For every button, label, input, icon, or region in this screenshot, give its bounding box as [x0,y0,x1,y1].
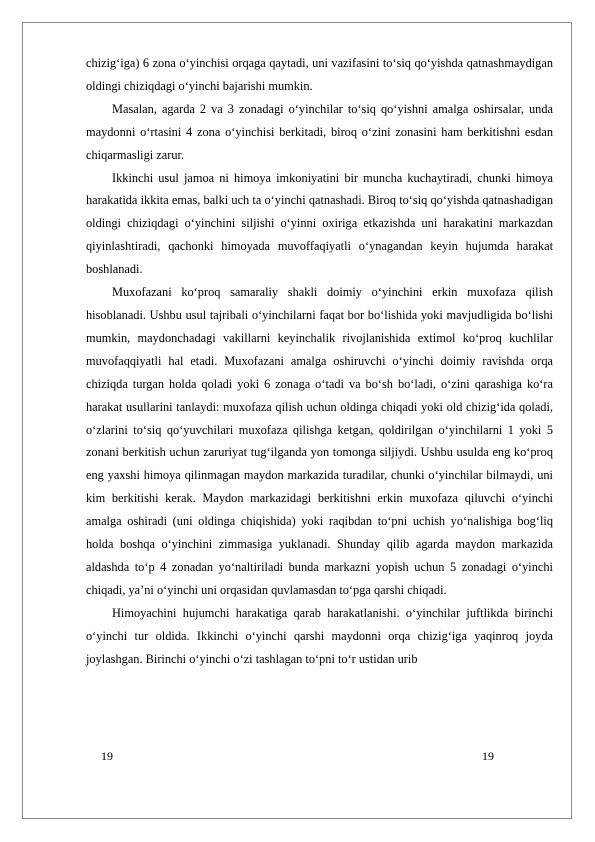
page-number-left: 19 [101,749,113,763]
paragraph: Muxofazani ko‘proq samaraliy shakli doimiy o‘yinchini erkin muxofaza qilish hisoblanadi. Ushbu usul tajribali o‘yinchilarni faqat bor bo‘lishida yoki mavjudligida bo‘lishi mumkin, maydonchadagi vakillarni keyinchalik rivojlanishida extimol ko‘proq kuchlilar muvofaqqiyatli hal etadi. Muxofazani amalga oshiruvchi o‘yinchi doimiy ravishda orqa chiziqda turgan holda qoladi yoki 6 zonaga o‘tadi va bo‘sh bo‘ladi, o‘zini qarashiga ko‘ra harakat usullarini tanlaydi: muxofaza qilish uchun oldinga chiqadi yoki old chizig‘ida qoladi, o‘zlarini to‘siq qo‘yuvchilari muxofaza qilishga ketgan, qoldirilgan o‘yinchilarni 1 yoki 5 zonani berkitish uchun zaruriyat tug‘ilganda yon tomonga siljiydi. Ushbu usulda eng ko‘proq eng yaxshi himoya qilinmagan maydon markazida turadilar, chunki o‘yinchilar bilmaydi, uni kim berkitishi kerak. Maydon markazidagi berkitishni erkin muxofaza qiluvchi o‘yinchi amalga oshiradi (uni oldinga chiqishida) yoki raqibdan to‘pni uchish yo‘nalishiga bog‘liq holda boshqa o‘yinchini zimmasiga yuklanadi. Shunday qilib agarda maydon markazida aldashda to‘p 4 zonadan yo‘naltiriladi bunda markazni yopish uchun 5 zonadagi o‘yinchi chiqadi, ya’ni o‘yinchi uni orqasidan quvlamasdan to‘pga qarshi chiqadi. [86,285,553,597]
page-number-right: 19 [482,749,494,763]
paragraph: Masalan, agarda 2 va 3 zonadagi o‘yinchilar to‘siq qo‘yishni amalga oshirsalar, unda maydonni o‘rtasini 4 zona o‘yinchisi berkitadi, biroq o‘zini zonasini ham berkitishni esdan chiqarmasligi zarur. [86,101,553,162]
paragraph: chizig‘iga) 6 zona o‘yinchisi orqaga qaytadi, uni vazifasini to‘siq qo‘yishda qatnashmaydigan oldingi chiziqdagi o‘yinchi bajarishi mumkin. [86,56,553,93]
paragraph: Himoyachini hujumchi harakatiga qarab harakatlanishi. o‘yinchilar juftlikda birinchi o‘yinchi tur oldida. Ikkinchi o‘yinchi qarshi maydonni orqa chizig‘iga yaqinroq joyda joylashgan. Birinchi o‘yinchi o‘zi tashlagan to‘pni to‘r ustidan urib [86,605,553,666]
paragraph: Ikkinchi usul jamoa ni himoya imkoniyatini bir muncha kuchaytiradi, chunki himoya harakatida ikkita emas, balki uch ta o‘yinchi qatnashadi. Biroq to‘siq qo‘yishda qatnashadigan oldingi chiziqdagi o‘yinchini siljishi o‘yinni oxiriga etkazishda uni harakatini markazdan qiyinlashtiradi, qachonki himoyada muvoffaqiyatli o‘ynagandan keyin hujumda harakat boshlanadi. [86,170,553,277]
page-body [86,52,553,670]
